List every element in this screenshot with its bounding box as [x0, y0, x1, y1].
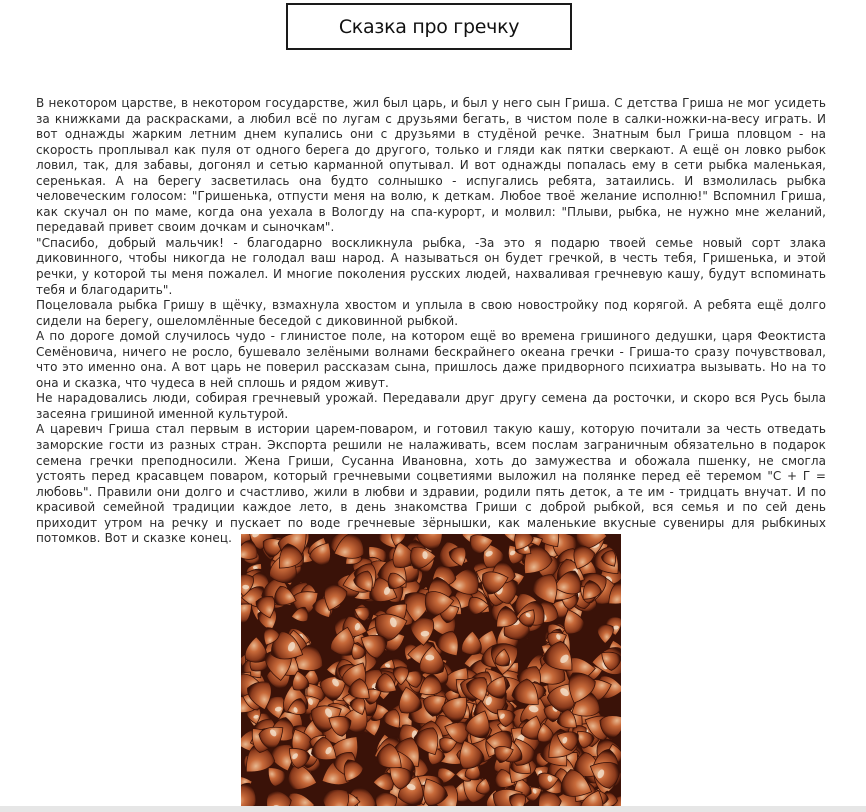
- buckwheat-grains-image: [241, 534, 621, 806]
- buckwheat-photo: [241, 534, 621, 806]
- story-paragraph-6: А царевич Гриша стал первым в истории царем-поваром, и готовил такую кашу, которую почитали за честь отведать заморские гости из разных стран. Экспорта решили не налаживать, всем послам заграничным обязательно в подарок семена гречки преподносили. Жена Гриши, Сусанна Ивановна, хоть до замужества и обожала пшенку, не смогла устоять перед красавцем поваром, который гречневыми соцветиями выложил на полянке перед её теремом "С + Г = любовь". Правили они долго и счастливо, жили в любви и здравии, родили пять деток, а те им - тридцать внучат. И по красивой семейной традиции каждое лето, в день знакомства Гриши с доброй рыбкой, вся семья и по сей день приходит утром на речку и пускает по воде гречневые зёрнышки, как маленькие вкусные сувениры для рыбкиных потомков. Вот и сказке конец.: [36, 422, 826, 546]
- title-box: [286, 3, 572, 50]
- page-title: Сказка про гречку: [338, 15, 520, 38]
- story-paragraph-5: Не нарадовались люди, собирая гречневый урожай. Передавали друг другу семена да росточки, и скоро вся Русь была засеяна гришиной именной культурой.: [36, 391, 826, 421]
- story-paragraph-1: В некотором царстве, в некотором государстве, жил был царь, и был у него сын Гриша. С детства Гриша не мог усидеть за книжками да раскрасками, а любил всё по лугам с друзьями бегать, в чистом поле в салки-ножки-на-весу играть. И вот однажды жарким летним днем купались они с друзьями в студёной речке. Знатным был Гриша пловцом - на скорость проплывал как пуля от одного берега до другого, только и гляди как пятки сверкают. А ещё он ловко рыбок ловил, так, для забавы, догонял и сетью карманной опутывал. И вот однажды попалась ему в сети рыбка маленькая, серенькая. А на берегу засветилась она будто солнышко - испугались ребята, затаились. И взмолилась рыбка человеческим голосом: "Гришенька, отпусти меня на волю, к деткам. Любое твоё желание исполню!" Вспомнил Гриша, как скучал он по маме, когда она уехала в Вологду на спа-курорт, и молвил: "Плыви, рыбка, не нужно мне желаний, передавай привет своим дочкам и сыночкам".: [36, 96, 826, 235]
- story-text: [36, 96, 826, 547]
- story-paragraph-3: Поцеловала рыбка Гришу в щёчку, взмахнула хвостом и уплыла в свою новостройку под корягой. А ребята ещё долго сидели на берегу, ошеломлённые беседой с диковинной рыбкой.: [36, 298, 826, 328]
- story-paragraph-2: "Спасибо, добрый мальчик! - благодарно воскликнула рыбка, -За это я подарю твоей семье новый сорт злака диковинного, чтобы никогда не голодал ваш народ. А называться он будет гречкой, в честь тебя, Гришенька, и этой речки, у которой ты меня пожалел. И многие поколения русских людей, нахваливая гречневую кашу, будут вспоминать тебя и благодарить".: [36, 235, 826, 297]
- page-bottom-edge: [0, 806, 866, 812]
- story-paragraph-4: А по дороге домой случилось чудо - глинистое поле, на котором ещё во времена гришиного дедушки, царя Феоктиста Семёновича, ничего не росло, бушевало зелёными волнами бескрайнего океана гречки - Гриша-то сразу почувствовал, что это именно она. А вот царь не поверил рассказам сына, пришлось даже придворного психиатра вызывать. Но на то она и сказка, что чудеса в ней сплошь и рядом живут.: [36, 329, 826, 390]
